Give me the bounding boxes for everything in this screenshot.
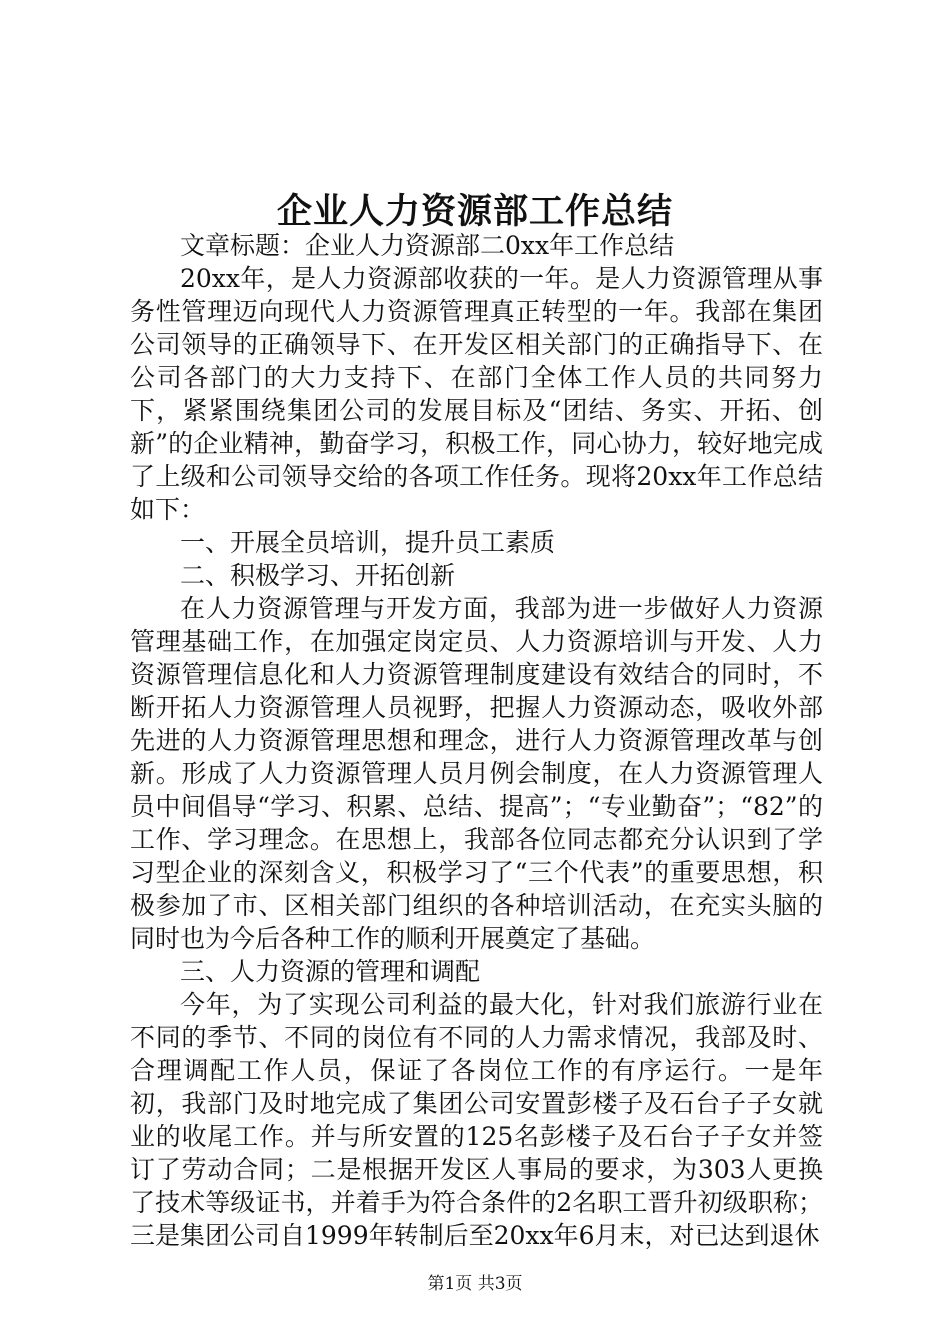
section-heading-2: 二、积极学习、开拓创新 xyxy=(180,561,456,590)
article-title-line: 文章标题：企业人力资源部二0xx年工作总结 xyxy=(180,231,675,260)
document-title: 企业人力资源部工作总结 xyxy=(276,191,673,232)
document-body xyxy=(130,229,823,1252)
section-heading-3: 三、人力资源的管理和调配 xyxy=(180,957,481,986)
section-heading-1: 一、开展全员培训，提升员工素质 xyxy=(180,528,556,557)
paragraph-section-3: 今年，为了实现公司利益的最大化，针对我们旅游行业在不同的季节、不同的岗位有不同的人力需求情况，我部及时、合理调配工作人员，保证了各岗位工作的有序运行。一是年初，我部门及时地完成了集团公司安置彭楼子及石台子子女就业的收尾工作。并与所安置的125名彭楼子及石台子子女并签订了劳动合同；二是根据开发区人事局的要求，为303人更换了技术等级证书，并着手为符合条件的2名职工晋升初级职称；三是集团公司自1999年转制后至20xx年6月末，对已达到退休 xyxy=(130,990,823,1250)
paragraph-intro: 20xx年，是人力资源部收获的一年。是人力资源管理从事务性管理迈向现代人力资源管理真正转型的一年。我部在集团公司领导的正确领导下、在开发区相关部门的正确指导下、在公司各部门的大力支持下、在部门全体工作人员的共同努力下，紧紧围绕集团公司的发展目标及“团结、务实、开拓、创新”的企业精神，勤奋学习，积极工作，同心协力，较好地完成了上级和公司领导交给的各项工作任务。现将20xx年工作总结如下： xyxy=(130,264,823,524)
page-number: 第1页 共3页 xyxy=(427,1274,523,1294)
paragraph-section-2: 在人力资源管理与开发方面，我部为进一步做好人力资源管理基础工作，在加强定岗定员、人力资源培训与开发、人力资源管理信息化和人力资源管理制度建设有效结合的同时，不断开拓人力资源管理人员视野，把握人力资源动态，吸收外部先进的人力资源管理思想和理念，进行人力资源管理改革与创新。形成了人力资源管理人员月例会制度，在人力资源管理人员中间倡导“学习、积累、总结、提高”；“专业勤奋”；“82”的工作、学习理念。在思想上，我部各位同志都充分认识到了学习型企业的深刻含义，积极学习了“三个代表”的重要思想，积极参加了市、区相关部门组织的各种培训活动，在充实头脑的同时也为今后各种工作的顺利开展奠定了基础。 xyxy=(130,594,823,953)
